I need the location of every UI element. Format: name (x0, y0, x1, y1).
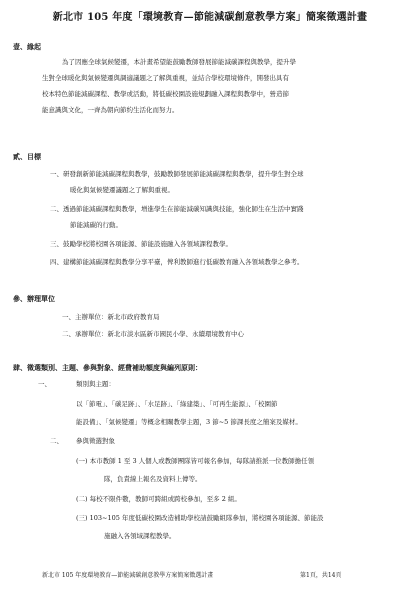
paragraph-line: 校本特色節能減碳課程、教學或活動，將低碳校園設施規劃融入課程與教學中，營造節 (42, 90, 289, 98)
section-heading-origin: 壹、緣起 (13, 42, 41, 51)
goal-item-continued: 暖化與氣候變遷議題之了解與重視。 (70, 186, 174, 194)
participant-rule-continued: 隊，負責線上報名及資料上傳等。 (104, 475, 202, 483)
organizer-executor: 二、承辦單位：新北市淡水區新市國民小學、永續環境教育中心 (62, 330, 244, 338)
themes-line: 能設備」、「氣候變遷」等概念相關教學主題，3 節~5 節課長度之簡案及媒材。 (76, 418, 302, 426)
themes-line: 以「節電」、「碳足跡」、「水足跡」、「綠建築」、「可再生能源」、「校園節 (76, 400, 278, 408)
participant-rule: (一) 本市教師 1 至 3 人個人或教師團隊皆可報名參加，每隊請推派一位教師擔任領 (76, 457, 315, 465)
goal-item-continued: 節能減碳的行動。 (70, 221, 122, 229)
goal-item: 三、鼓勵學校將校園各項能源、節能設施融入各領域課程教學。 (50, 240, 232, 248)
paragraph-line: 生對全球暖化與氣候變遷與調適議題之了解與重視，並結合學校環境條件，開發出具有 (42, 74, 289, 82)
participant-rule: (三) 103~105 年度低碳校園改造補助學校請鼓勵組隊參加，將校園各項能源、節能設 (76, 514, 324, 522)
page-title: 新北市 105 年度「環境教育—節能減碳創意教學方案」簡案徵選計畫 (52, 12, 368, 23)
paragraph-line: 為了因應全球氣候變遷，本計畫希望能鼓勵教師發展節能減碳課程與教學，提升學 (62, 58, 296, 66)
subsection-title-participants: 參與徵選對象 (76, 437, 115, 445)
subsection-number: 二、 (50, 437, 63, 445)
goal-item: 二、透過節能減碳課程與教學，增進學生在節能減碳知識與技能，強化師生在生活中實踐 (50, 205, 304, 213)
section-heading-organizers: 參、辦理單位 (13, 294, 55, 303)
section-heading-goals: 貳、目標 (13, 152, 41, 161)
participant-rule-continued: 施融入各領域課程教學。 (104, 532, 176, 540)
organizer-host: 一、主辦單位：新北市政府教育局 (62, 313, 160, 321)
section-heading-categories: 肆、徵選類別、主題、參與對象、經費補助額度與編列原則： (13, 363, 202, 372)
participant-rule: (二) 每校不限件數，教師可跨組或跨校參加，至多 2 組。 (76, 495, 241, 503)
goal-item: 一、研發創新節能減碳課程與教學，鼓勵教師發展節能減碳課程與教學，提升學生對全球 (50, 170, 304, 178)
footer-page-number: 第1頁，共14頁 (300, 572, 342, 579)
footer-doc-title: 新北市 105 年度環境教育—節能減碳創意教學方案簡案徵選計畫 (42, 572, 214, 579)
subsection-title-themes: 類別與主題： (76, 380, 115, 388)
goal-item: 四、建構節能減碳課程與教學分享平臺，俾利教師進行低碳教育融入各領域教學之參考。 (50, 258, 304, 266)
subsection-number: 一、 (38, 380, 51, 388)
paragraph-line: 能意識與文化，一齊為朝向節約生活化而努力。 (42, 106, 179, 114)
